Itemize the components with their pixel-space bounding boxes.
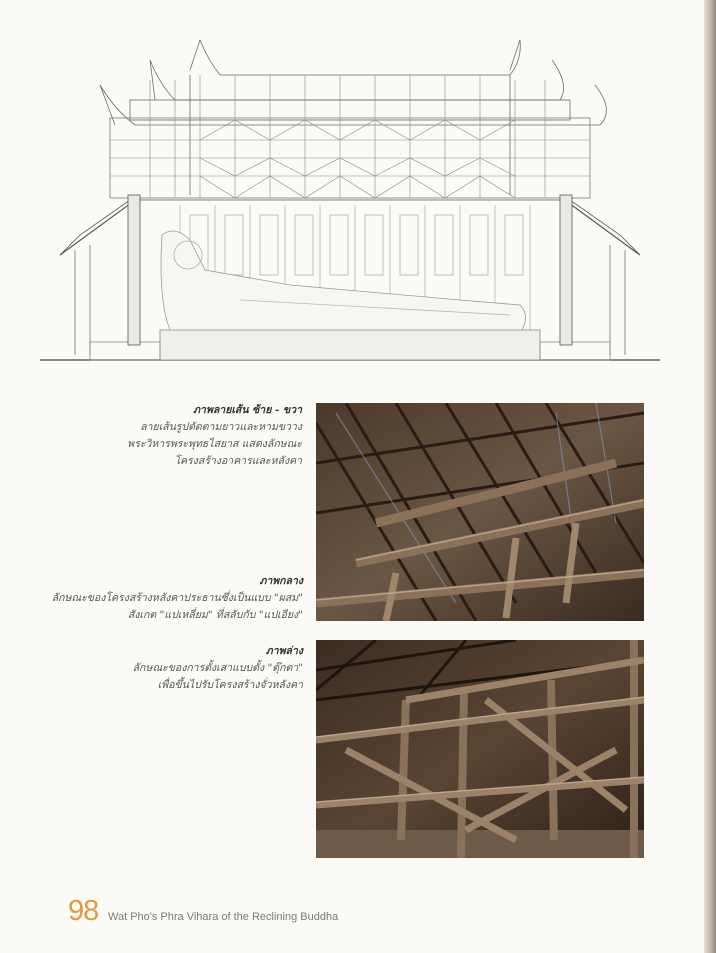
- page-number: 98: [68, 895, 99, 927]
- caption-title: ภาพกลาง: [259, 575, 303, 587]
- caption-line: โครงสร้างอาคารและหลังคา: [174, 455, 302, 467]
- caption-line: ลายเส้นรูปตัดตามยาวและหามขวาง: [140, 421, 302, 433]
- architectural-section-drawing: [40, 30, 662, 370]
- roof-structure-photo: [316, 403, 644, 621]
- caption-title: ภาพล่าง: [265, 645, 303, 657]
- caption-title: ภาพลายเส้น ซ้าย - ขวา: [193, 404, 302, 416]
- running-title: Wat Pho's Phra Vihara of the Reclining Buddha: [108, 911, 339, 923]
- caption-line: เพื่อขึ้นไปรับโครงสร้างจั่วหลังคา: [157, 679, 303, 691]
- caption-middle-photo: [40, 573, 303, 624]
- caption-line: ลักษณะของการตั้งเสาแบบตั้ง "ตุ๊กตา": [132, 662, 303, 674]
- caption-line-drawing: [120, 402, 302, 470]
- caption-line: สังเกต "แปเหลี่ยม" ที่สลับกับ "แปเอียง": [127, 609, 303, 621]
- caption-line: ลักษณะของโครงสร้างหลังคาประธานซึ่งเป็นแบบ "ผสม": [51, 592, 303, 604]
- roof-post-photo: [316, 640, 644, 858]
- page-edge: [704, 0, 716, 953]
- caption-bottom-photo: [130, 643, 303, 694]
- caption-line: พระวิหารพระพุทธไสยาส แสดงลักษณะ: [127, 438, 302, 450]
